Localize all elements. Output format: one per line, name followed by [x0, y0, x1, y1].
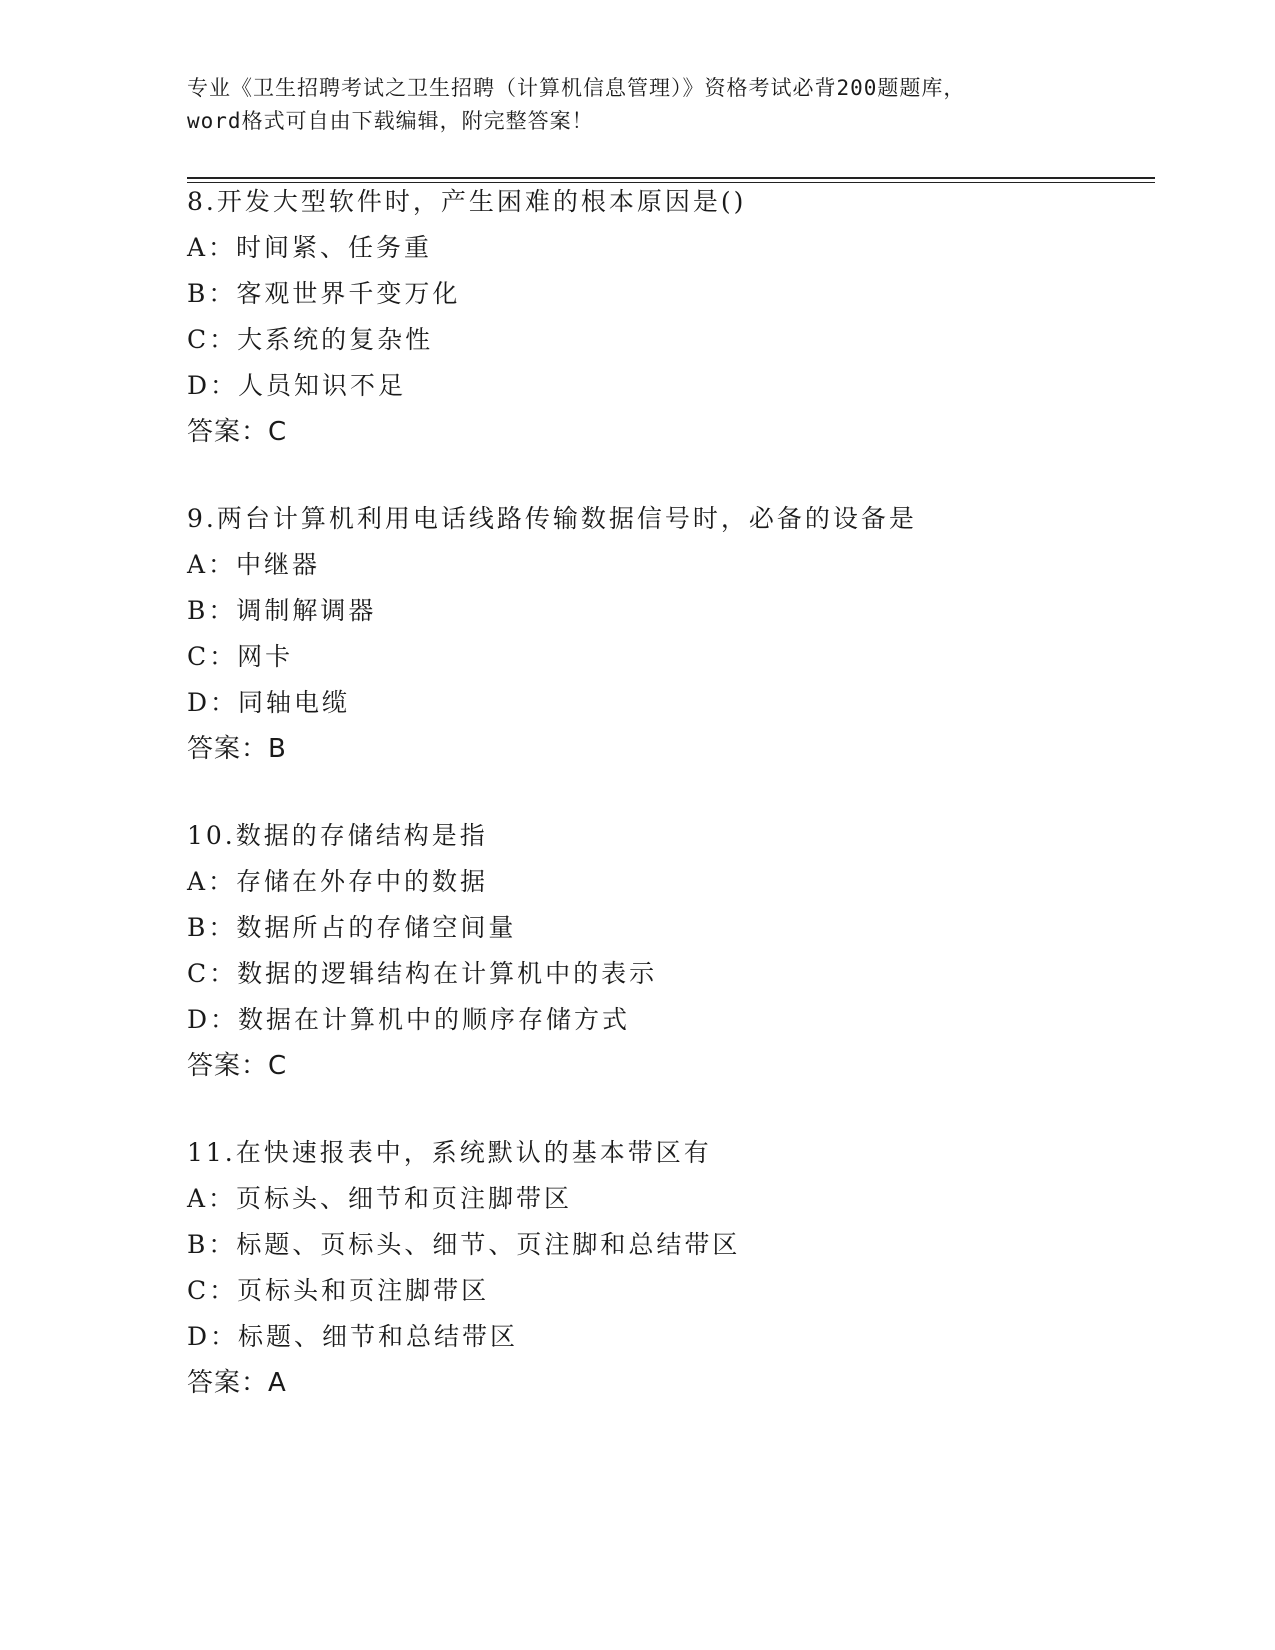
option-c: C：数据的逻辑结构在计算机中的表示: [187, 959, 658, 988]
option-d: D：标题、细节和总结带区: [187, 1322, 519, 1351]
option-b: B：调制解调器: [187, 596, 377, 625]
question-8: [187, 179, 1087, 455]
question-title: 11.在快速报表中，系统默认的基本带区有: [187, 1138, 712, 1167]
question-title: 8.开发大型软件时，产生困难的根本原因是(): [187, 187, 747, 216]
option-c: C：网卡: [187, 642, 294, 671]
question-title: 9.两台计算机利用电话线路传输数据信号时，必备的设备是: [187, 504, 917, 533]
option-d: D：数据在计算机中的顺序存储方式: [187, 1005, 631, 1034]
option-c: C：大系统的复杂性: [187, 325, 434, 354]
question-11: [187, 1130, 1087, 1406]
option-d: D：同轴电缆: [187, 688, 351, 717]
option-c: C：页标头和页注脚带区: [187, 1276, 490, 1305]
option-a: A：存储在外存中的数据: [187, 867, 489, 896]
option-b: B：客观世界千变万化: [187, 279, 461, 308]
option-a: A：时间紧、任务重: [187, 233, 433, 262]
option-a: A：页标头、细节和页注脚带区: [187, 1184, 573, 1213]
question-9: [187, 496, 1087, 772]
answer: 答案：B: [187, 734, 287, 764]
answer: 答案：C: [187, 1051, 288, 1081]
option-b: B：标题、页标头、细节、页注脚和总结带区: [187, 1230, 741, 1259]
option-a: A：中继器: [187, 550, 321, 579]
answer: 答案：A: [187, 1368, 287, 1398]
answer: 答案：C: [187, 417, 288, 447]
question-10: [187, 813, 1087, 1089]
header-line-2: word格式可自由下载编辑，附完整答案！: [187, 109, 594, 133]
document-header: [187, 72, 1087, 138]
option-b: B：数据所占的存储空间量: [187, 913, 517, 942]
header-line-1: 专业《卫生招聘考试之卫生招聘（计算机信息管理）》资格考试必背200题题库，: [187, 76, 966, 100]
question-title: 10.数据的存储结构是指: [187, 821, 488, 850]
option-d: D：人员知识不足: [187, 371, 407, 400]
